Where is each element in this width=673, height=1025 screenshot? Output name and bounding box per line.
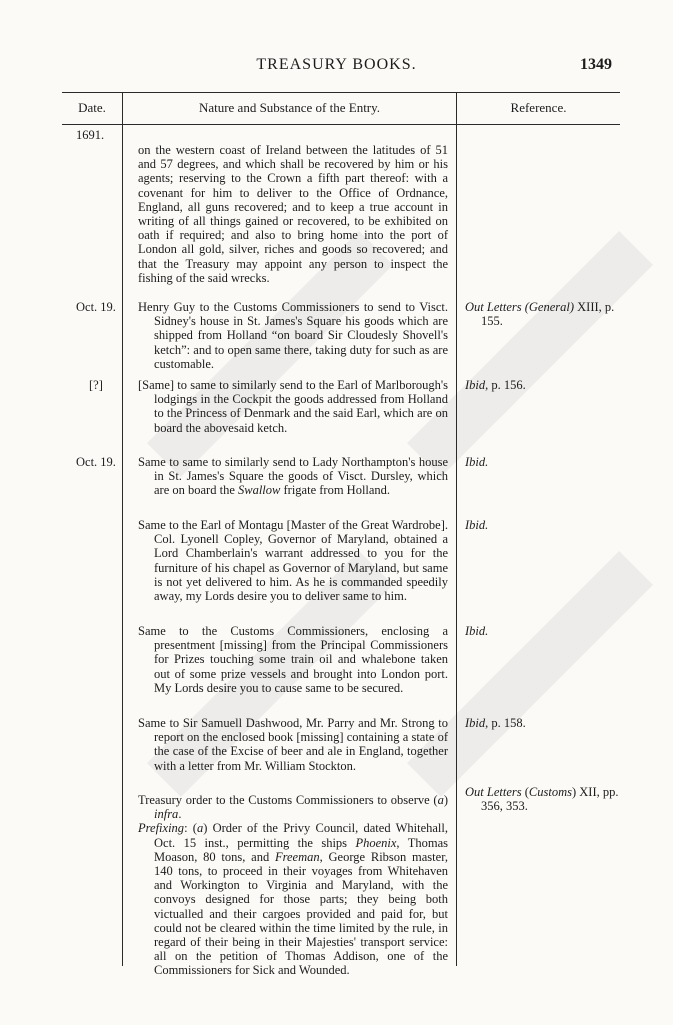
- entry-text: Same to Sir Samuell Dashwood, Mr. Parry and Mr. Strong to report on the enclosed book [missing] containing a state of the case of the Excise of beer and ale in England, together with a letter from Mr. William Stockton.: [138, 716, 448, 773]
- entry-text: Same to the Customs Commissioners, enclosing a presentment [missing] from the Principal Commissioners for Prizes touching some train oil and whalebone taken out of some prize vessels and brought into London port. My Lords desire you to cause same to be secured.: [138, 624, 448, 695]
- entry-reference: Ibid, p. 158.: [465, 716, 526, 730]
- entry-text: [Same] to same to similarly send to the Earl of Marlborough's lodgings in the Cockpit the goods addressed from Holland to the Princess of Denmark and the said Earl, which are on board the abovesaid ketch.: [138, 378, 448, 435]
- entry-reference: Out Letters (General) XIII, p. 155.: [465, 300, 615, 329]
- year-label: 1691.: [76, 128, 105, 142]
- reference-source: Out Letters (General): [465, 300, 575, 314]
- entry-date: Oct. 19.: [76, 300, 116, 314]
- entry-reference: Ibid.: [465, 455, 489, 469]
- column-header-date: Date.: [78, 100, 106, 115]
- entry-date: Oct. 19.: [76, 455, 116, 469]
- entry-text: Treasury order to the Customs Commissioners to observe (a) infra. Prefixing: (a) Order of the Privy Council, dated Whitehall, Oct. 15 inst., permitting the ships Phoenix, Thomas Moason, 80 tons, and Freeman, George Ribson master, 140 tons, to proceed in their voyages from Whitehaven and Workington to Virginia and Maryland, with the convoys designed for those parts; they being both victualled and their cargoes provided and paid for, but could not be cleared within the time limited by the rule, in regard of their being in their Majesties' transport service: all on the petition of Thomas Addison, one of the Commissioners for Sick and Wounded.: [138, 793, 448, 978]
- page-header: [0, 56, 673, 76]
- table-header-rule: [62, 124, 620, 125]
- page-title: TREASURY BOOKS.: [256, 56, 417, 73]
- entry-text: Same to the Earl of Montagu [Master of the Great Wardrobe]. Col. Lyonell Copley, Governor of Maryland, obtained a Lord Chamberlain's warrant addressed to you for the furniture of his chapel as Governor of Maryland, but same is not yet delivered to him. As he is commanded speedily away, my Lords desire you to deliver same to him.: [138, 518, 448, 604]
- entry-reference: Out Letters (Customs) XII, pp. 356, 353.: [465, 785, 619, 814]
- column-divider: [122, 92, 123, 966]
- entry-text: Henry Guy to the Customs Commissioners to send to Visct. Sidney's house in St. James's Square his goods which are shipped from Holland “on board Sir Cloudesly Shovell's ketch”: and to open same there, taking duty for such as are customable.: [138, 300, 448, 371]
- entry-reference: Ibid, p. 156.: [465, 378, 526, 392]
- entry-reference: Ibid.: [465, 624, 489, 638]
- entry-date: [?]: [89, 378, 103, 392]
- page-number: 1349: [580, 56, 612, 73]
- entry-text: on the western coast of Ireland between the latitudes of 51 and 57 degrees, and which shall be recovered by him or his agents; reserving to the Crown a fifth part thereof: with a covenant for him to deliver to the Office of Ordnance, England, all guns recovered; and to keep a true account in writing of all things gained or recovered, to be exhibited on oath if required; and also to bring home into the port of London all gold, silver, riches and goods so recovered; and that the Treasury may appoint any person to inspect the fishing of the said wrecks.: [138, 143, 448, 285]
- entry-reference: Ibid.: [465, 518, 489, 532]
- column-divider: [456, 92, 457, 966]
- table-top-rule: [62, 92, 620, 93]
- entry-text: Same to same to similarly send to Lady Northampton's house in St. James's Square the goods of Visct. Dursley, which are on board the Swallow frigate from Holland.: [138, 455, 448, 498]
- column-header-nature: Nature and Substance of the Entry.: [198, 100, 381, 115]
- column-header-reference: Reference.: [510, 100, 567, 115]
